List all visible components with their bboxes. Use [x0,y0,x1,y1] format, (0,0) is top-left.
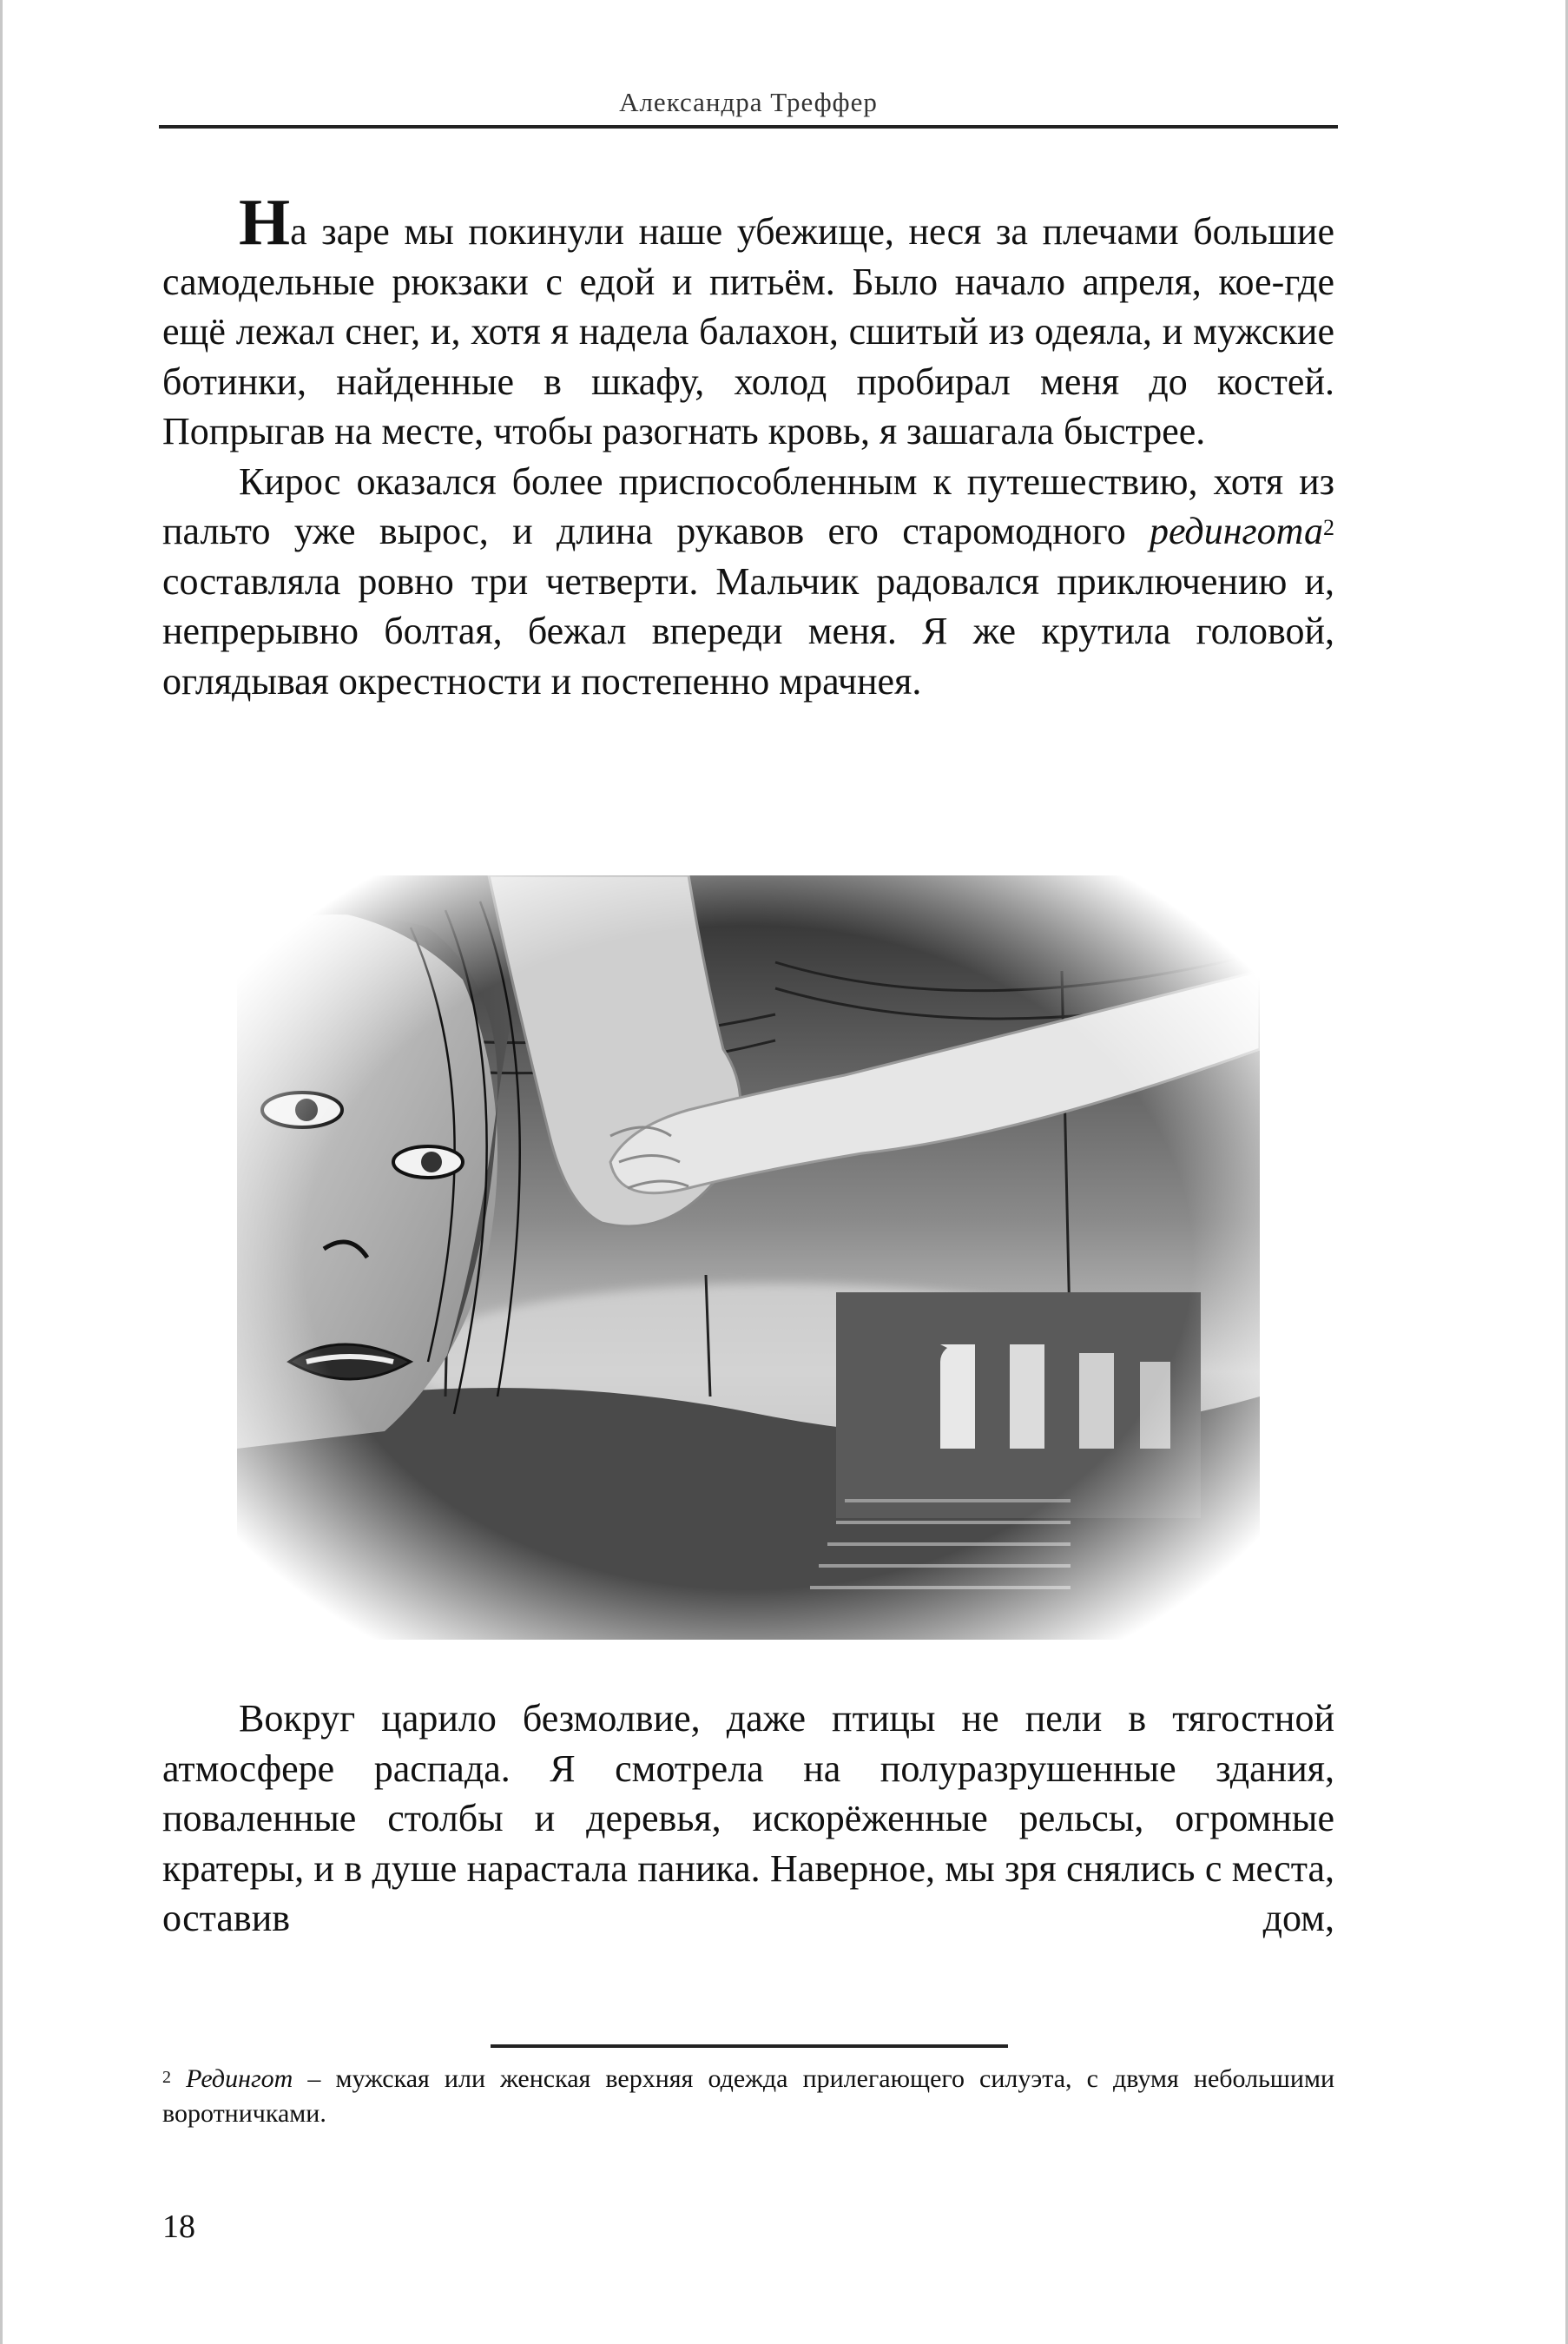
footnote-ref[interactable]: 2 [1323,515,1334,540]
italic-term: редингота [1150,510,1323,552]
paragraph-3: Вокруг царило безмолвие, даже птицы не пели в тягостной атмосфере распада. Я смотрела на полуразрушенные здания, поваленные столбы и деревья, искорёженные рельсы, огромные кратеры, и в душе нарастала паника. Наверное, мы зря снялись с места, оставив дом, [162,1697,1334,1939]
drop-cap: Н [239,186,291,259]
running-head: Александра Треффер [619,87,878,117]
text-block-bottom [162,1694,1334,1944]
paragraph-2-text-b: составляла ровно три четверти. Мальчик радовался приключению и, непрерывно болтая, бежал впереди меня. Я же крутила головой, оглядывая окрестности и постепенно мрачнея. [162,559,1334,703]
footnote [162,2062,1334,2131]
paragraph-2-text-a: Кирос оказался более приспособленным к путешествию, хотя из пальто уже вырос, и длина рукавов его старомодного [162,459,1334,552]
paragraph-2 [162,457,1334,707]
page-number: 18 [162,2209,195,2245]
footnote-number: 2 [162,2068,171,2087]
illustration [237,875,1260,1640]
text-block-top [162,186,1334,706]
footnote-text: – мужская или женская верхняя одежда прилегающего силуэта, с двумя небольшими воротничками. [162,2064,1334,2128]
footnote-term: Редингот [186,2064,293,2093]
paragraph-1 [162,186,1334,457]
header-rule [159,125,1338,129]
paragraph-1-text: а заре мы покинули наше убежище, неся за плечами большие самодельные рюкзаки с едой и питьём. Было начало апреля, кое-где ещё лежал снег, и, хотя я надела балахон, сшитый из одеяла, и мужские ботинки, найденные в шкафу, холод пробирал меня до костей. Попрыгав на месте, чтобы разогнать кровь, я зашагала быстрее. [162,210,1334,452]
vignette [237,875,1260,1640]
footnote-rule [491,2044,1008,2048]
